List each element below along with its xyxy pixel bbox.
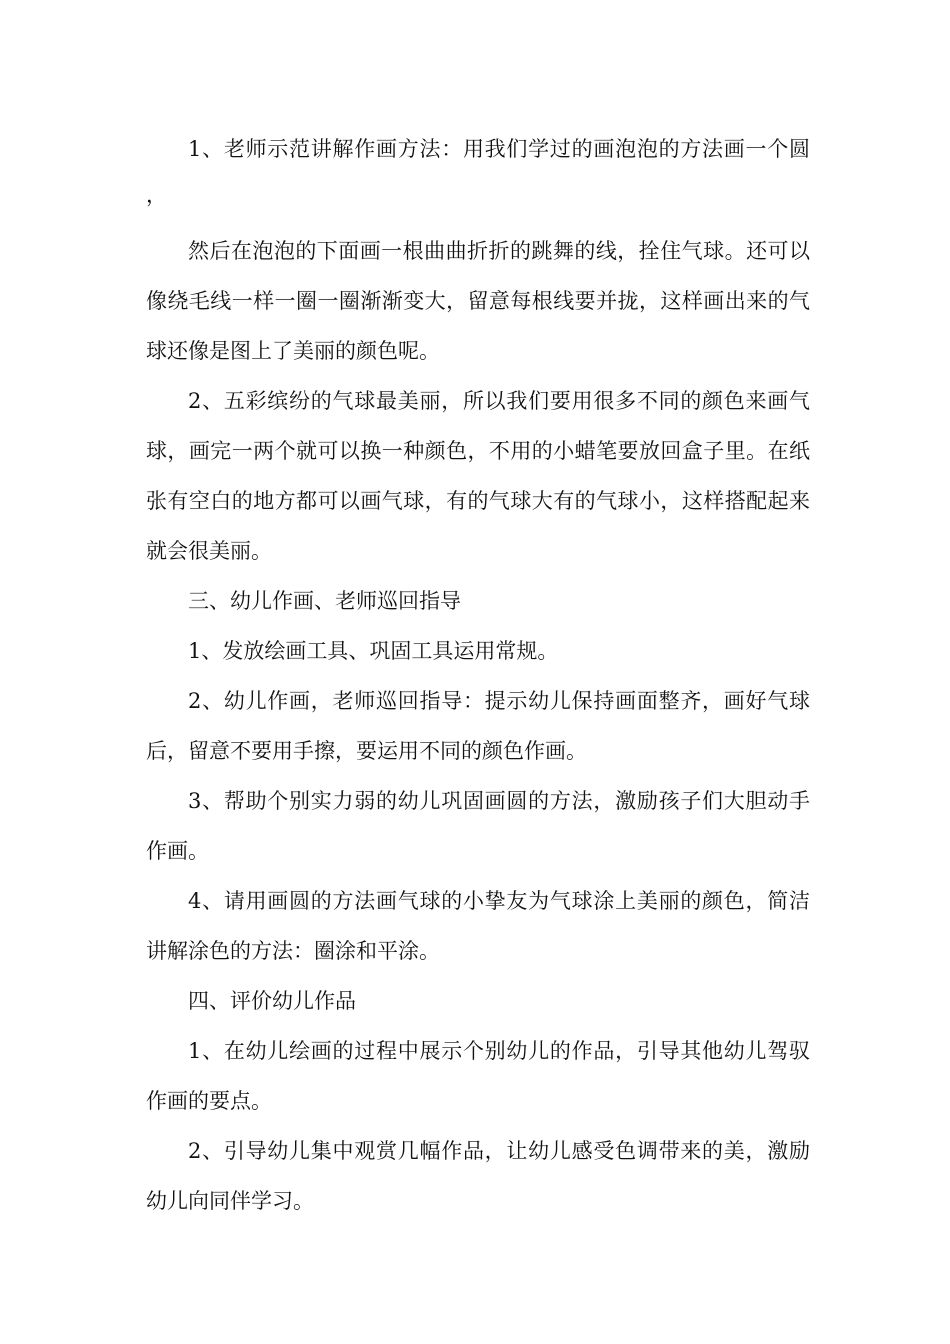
paragraph-tools: 1、发放绘画工具、巩固工具运用常规。 <box>188 639 559 663</box>
paragraph-help: 3、帮助个别实力弱的幼儿巩固画圆的方法，激励孩子们大胆动手作画。 <box>146 789 810 863</box>
paragraph-step-1-method: 1、老师示范讲解作画方法：用我们学过的画泡泡的方法画一个圆， <box>146 137 810 207</box>
document-page <box>146 126 810 1226</box>
paragraph-coloring: 4、请用画圆的方法画气球的小挚友为气球涂上美丽的颜色，简洁讲解涂色的方法：圈涂和平涂。 <box>146 889 810 963</box>
section-heading-3: 三、幼儿作画、老师巡回指导 <box>188 589 461 613</box>
paragraph-step-1-continued: 然后在泡泡的下面画一根曲曲折折的跳舞的线，拴住气球。还可以像绕毛线一样一圈一圈渐渐变大，留意每根线要并拢，这样画出来的气球还像是图上了美丽的颜色呢。 <box>146 239 810 363</box>
paragraph-guidance: 2、幼儿作画，老师巡回指导：提示幼儿保持画面整齐，画好气球后，留意不要用手擦，要运用不同的颜色作画。 <box>146 689 810 763</box>
paragraph-appreciation: 2、引导幼儿集中观赏几幅作品，让幼儿感受色调带来的美，激励幼儿向同伴学习。 <box>146 1139 810 1213</box>
paragraph-showcase: 1、在幼儿绘画的过程中展示个别幼儿的作品，引导其他幼儿驾驭作画的要点。 <box>146 1039 810 1113</box>
section-heading-4: 四、评价幼儿作品 <box>188 989 356 1013</box>
paragraph-step-2-colors: 2、五彩缤纷的气球最美丽，所以我们要用很多不同的颜色来画气球，画完一两个就可以换一种颜色，不用的小蜡笔要放回盒子里。在纸张有空白的地方都可以画气球，有的气球大有的气球小，这样搭配起来就会很美丽。 <box>146 389 810 563</box>
